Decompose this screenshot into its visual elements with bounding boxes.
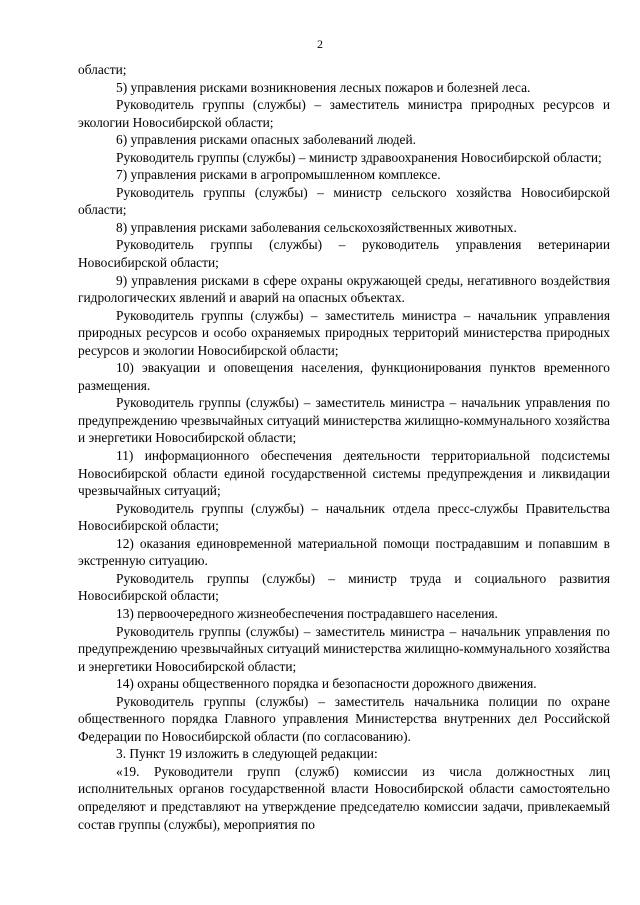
list-item-5: 5) управления рисками возникновения лесных пожаров и болезней леса.	[116, 79, 531, 95]
group-head-7: Руководитель группы (службы) – министр сельского хозяйства Новосибирской области;	[78, 184, 610, 218]
amendment-clause: 3. Пункт 19 изложить в следующей редакции:	[116, 746, 378, 762]
list-item-7: 7) управления рисками в агропромышленном комплексе.	[116, 167, 441, 183]
list-item-10: 10) эвакуации и оповещения населения, функционирования пунктов временного размещения.	[78, 360, 610, 393]
group-head-13: Руководитель группы (службы) – заместитель министра – начальник управления по предупреждению чрезвычайных ситуаций министерства жилищно-коммунального хозяйства и энергетики Новосибирской области;	[78, 623, 610, 674]
list-item-9: 9) управления рисками в сфере охраны окружающей среды, негативного воздействия гидрологических явлений и аварий на опасных объектах.	[78, 272, 610, 306]
page-number: 2	[317, 37, 323, 51]
amendment-text: «19. Руководители групп (служб) комиссии из числа должностных лиц исполнительных органов государственной власти Новосибирской области самостоятельно определяют и представляют на утверждение председателю комиссии задачи, привлекаемый состав группы (службы), мероприятия по	[78, 763, 610, 832]
list-item-8: 8) управления рисками заболевания сельскохозяйственных животных.	[116, 219, 517, 235]
group-head-10: Руководитель группы (службы) – заместитель министра – начальник управления по предупреждению чрезвычайных ситуаций министерства жилищно-коммунального хозяйства и энергетики Новосибирской области;	[78, 395, 610, 446]
list-item-14: 14) охраны общественного порядка и безопасности дорожного движения.	[116, 676, 537, 692]
group-head-6: Руководитель группы (службы) – министр здравоохранения Новосибирской области;	[116, 149, 602, 165]
group-head-5: Руководитель группы (службы) – заместитель министра природных ресурсов и экологии Новосибирской области;	[78, 97, 610, 130]
group-head-11: Руководитель группы (службы) – начальник отдела пресс-службы Правительства Новосибирской области;	[78, 500, 610, 534]
group-head-8: Руководитель группы (службы) – руководитель управления ветеринарии Новосибирской области;	[78, 237, 610, 271]
list-item-11: 11) информационного обеспечения деятельности территориальной подсистемы Новосибирской области единой государственной системы предупреждения и ликвидации чрезвычайных ситуаций;	[78, 448, 610, 499]
group-head-9: Руководитель группы (службы) – заместитель министра – начальник управления природных ресурсов и особо охраняемых природных территорий министерства природных ресурсов и экологии Новосибирской области;	[78, 307, 610, 358]
group-head-14: Руководитель группы (службы) – заместитель начальника полиции по охране общественного порядка Главного управления Министерства внутренних дел Российской Федерации по Новосибирской области (по согласованию).	[78, 693, 610, 744]
document-body	[78, 61, 610, 833]
list-item-6: 6) управления рисками опасных заболеваний людей.	[116, 132, 417, 148]
list-item-13: 13) первоочередного жизнеобеспечения пострадавшего населения.	[116, 605, 498, 621]
group-head-12: Руководитель группы (службы) – министр труда и социального развития Новосибирской области;	[78, 570, 610, 604]
paragraph-continuation: области;	[78, 62, 127, 77]
list-item-12: 12) оказания единовременной материальной помощи пострадавшим и попавшим в экстренную ситуацию.	[78, 535, 610, 569]
